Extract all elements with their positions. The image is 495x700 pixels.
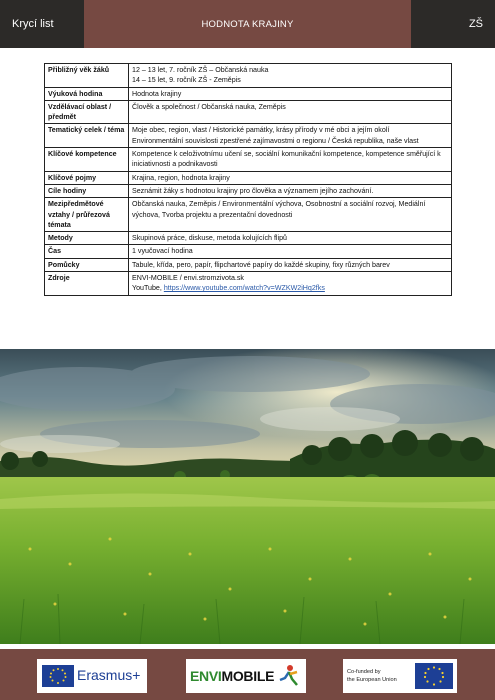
eu-flag-icon (415, 663, 453, 689)
runner-figure-icon (276, 663, 302, 689)
row-key: Výuková hodina (45, 87, 129, 100)
row-value-line: 1 vyučovací hodina (132, 247, 193, 256)
row-key: Přibližný věk žáků (45, 64, 129, 88)
row-key: Klíčové kompetence (45, 148, 129, 172)
row-key: Metody (45, 232, 129, 245)
envimobile-logo (186, 659, 306, 693)
landscape-photo (0, 349, 495, 644)
cofunded-text (347, 668, 397, 684)
row-value-line: 14 – 15 let, 9. ročník ZŠ - Zeměpis (132, 76, 241, 85)
envi-text: ENVI (190, 668, 222, 684)
eu-cofunded-logo (343, 659, 457, 693)
header-left-label: Krycí list (0, 0, 84, 48)
row-key-source: Zdroje (45, 272, 129, 296)
table-row (45, 64, 452, 88)
erasmus-text: Erasmus+ (77, 667, 141, 683)
envimobile-text (190, 668, 274, 684)
lesson-info-table (44, 63, 452, 296)
source-line-youtube (132, 283, 448, 293)
row-value-line: Občanská nauka, Zeměpis / Environmentální výchova, Osobnostní a sociální rozvoj, Mediální výchova, Tvorba projektu a prezentační dovednosti (132, 200, 426, 219)
row-key: Klíčové pojmy (45, 171, 129, 184)
row-value-line: Skupinová práce, diskuse, metoda kolujících flipů (132, 234, 287, 243)
table-row (45, 232, 452, 245)
source-line-envi: ENVI-MOBILE / envi.stromzivota.sk (132, 274, 244, 283)
row-value (129, 232, 452, 245)
row-key: Vzdělávací oblast / předmět (45, 100, 129, 124)
row-value (129, 148, 452, 172)
row-value (129, 258, 452, 271)
eu-flag-icon (42, 665, 74, 687)
row-value (129, 64, 452, 88)
row-value (129, 184, 452, 197)
table-row-source (45, 272, 452, 296)
row-value-line: Environmentální souvislosti zpestřené zajímavostmi o regionu / Česká republika, naše vlast (132, 136, 419, 145)
cofunded-line-2: the European Union (347, 677, 397, 683)
table-row (45, 184, 452, 197)
header-right-label: ZŠ (411, 0, 495, 48)
erasmus-logo (37, 659, 147, 693)
table-row (45, 245, 452, 258)
table-row (45, 198, 452, 232)
row-value (129, 100, 452, 124)
row-value-line: Kompetence k celoživotnímu učení se, sociální komunikační kompetence, kompetence směřující k iniciativnosti a podnikavosti (132, 150, 441, 169)
row-value (129, 171, 452, 184)
row-value (129, 87, 452, 100)
table-row (45, 258, 452, 271)
row-value-line: 12 – 13 let, 7. ročník ZŠ – Občanská nauka (132, 66, 269, 74)
youtube-link[interactable]: https://www.youtube.com/watch?v=WZKW2iHq2fks (163, 284, 325, 293)
table-row (45, 100, 452, 124)
header-title: HODNOTA KRAJINY (84, 0, 411, 48)
row-key: Cíle hodiny (45, 184, 129, 197)
row-key: Tematický celek / téma (45, 124, 129, 148)
row-value (129, 245, 452, 258)
row-value (129, 198, 452, 232)
row-value-line: Krajina, region, hodnota krajiny (132, 173, 230, 182)
row-key: Mezipředmětové vztahy / průřezová témata (45, 198, 129, 232)
row-value-source (129, 272, 452, 296)
row-value-line: Člověk a společnost / Občanská nauka, Zeměpis (132, 102, 286, 111)
row-key: Pomůcky (45, 258, 129, 271)
page-header (0, 0, 495, 48)
table-row (45, 124, 452, 148)
cofunded-line-1: Co-funded by (347, 669, 381, 675)
mobile-text: MOBILE (221, 668, 275, 684)
lesson-info-table-body (45, 64, 452, 272)
row-value-line: Tabule, křída, pero, papír, flipchartové papíry do každé skupiny, fixy různých barev (132, 260, 390, 269)
row-value (129, 124, 452, 148)
table-row (45, 171, 452, 184)
row-value-line: Moje obec, region, vlast / Historické památky, krásy přírody v mé obci a jejím okolí (132, 126, 390, 135)
row-key: Čas (45, 245, 129, 258)
table-row (45, 148, 452, 172)
source-youtube-prefix: YouTube, (132, 284, 164, 293)
page-footer (0, 649, 495, 700)
table-row (45, 87, 452, 100)
landscape-photo-illustration (0, 349, 495, 644)
row-value-line: Seznámit žáky s hodnotou krajiny pro člověka a významem jejího zachování. (132, 186, 374, 195)
row-value-line: Hodnota krajiny (132, 89, 182, 98)
